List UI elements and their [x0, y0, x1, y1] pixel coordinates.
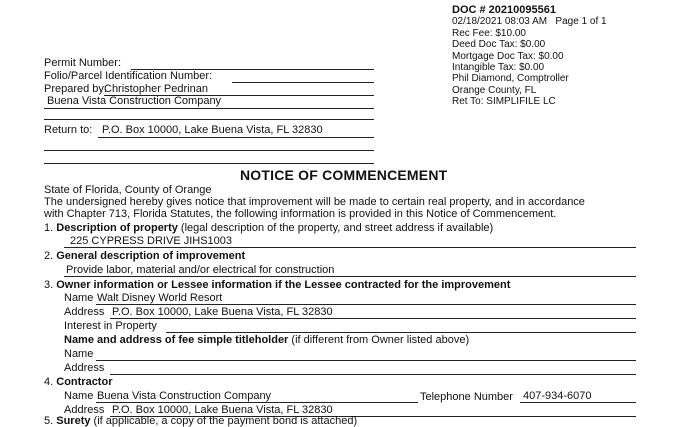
contractor-name-line [96, 402, 418, 403]
section-5-number: 5. [44, 415, 54, 427]
owner-name-value: Walt Disney World Resort [97, 292, 223, 304]
recording-stamp [452, 5, 607, 108]
fee-name-label: Name [64, 348, 94, 360]
section-1-title: Description of property [56, 222, 178, 234]
owner-address-value: P.O. Box 10000, Lake Buena Vista, FL 32830 [112, 306, 333, 318]
return-to-value: P.O. Box 10000, Lake Buena Vista, FL 32830 [102, 124, 323, 136]
section-2-line [64, 276, 636, 277]
blank-line-1 [44, 119, 374, 120]
contractor-name-value: Buena Vista Construction Company [97, 390, 272, 402]
deed-doc-tax: Deed Doc Tax: $0.00 [452, 39, 546, 51]
section-1-note: (legal description of the property, and street address if available) [177, 222, 494, 234]
document-title: NOTICE OF COMMENCEMENT [240, 167, 448, 183]
folio-number-label: Folio/Parcel Identification Number: [44, 70, 213, 82]
contractor-address-value: P.O. Box 10000, Lake Buena Vista, FL 32830 [112, 404, 333, 416]
section-1-number: 1. [44, 222, 54, 234]
section-3-title: Owner information or Lessee information if the Lessee contracted for the improvement [56, 279, 511, 291]
section-1-line [64, 247, 636, 248]
mortgage-doc-tax: Mortgage Doc Tax: $0.00 [452, 50, 564, 62]
section-5-note: (if applicable, a copy of the payment bond is attached) [90, 415, 358, 427]
permit-number-label: Permit Number: [44, 57, 122, 69]
section-3-heading [44, 279, 510, 291]
county: Orange County, FL [452, 84, 537, 96]
page-count: Page 1 of 1 [555, 16, 607, 28]
blank-line-2 [44, 150, 374, 151]
owner-name-line [96, 304, 636, 305]
contractor-name-label: Name [64, 390, 94, 402]
fee-address-line [110, 374, 636, 375]
contractor-address-label: Address [64, 404, 105, 416]
fee-name-line [96, 360, 636, 361]
property-description-value: 225 CYPRESS DRIVE JIHS1003 [70, 235, 233, 247]
fee-address-label: Address [64, 362, 105, 374]
section-4-heading [44, 376, 112, 388]
interest-in-property-line [166, 332, 636, 333]
section-5-title: Surety [56, 415, 91, 427]
contractor-phone-label: Telephone Number [420, 391, 513, 403]
section-4-number: 4. [44, 376, 54, 388]
company-line [44, 108, 374, 109]
section-5-heading [44, 415, 357, 427]
intangible-tax: Intangible Tax: $0.00 [452, 62, 545, 74]
intro-line-2: with Chapter 713, Florida Statutes, the following information is provided in this Notice of Commencement. [44, 208, 557, 220]
section-2-heading [44, 250, 245, 262]
return-to-label: Return to: [44, 124, 93, 136]
improvement-description-value: Provide labor, material and/or electrical for construction [66, 264, 335, 276]
section-1-heading [44, 222, 493, 234]
contractor-phone-value: 407-934-6070 [523, 390, 592, 402]
section-2-title: General description of improvement [56, 250, 246, 262]
owner-address-line [110, 318, 636, 319]
fee-simple-title: Name and address of fee simple titleholder [64, 334, 289, 346]
prepared-by-label: Prepared by: [44, 83, 107, 95]
folio-number-line [232, 82, 374, 83]
section-4-title: Contractor [56, 376, 113, 388]
state-county: State of Florida, County of Orange [44, 184, 212, 196]
prepared-by-value: Christopher Pedrinan [104, 83, 208, 95]
fee-simple-note: (if different from Owner listed above) [288, 334, 470, 346]
return-to-line [98, 137, 374, 138]
comptroller: Phil Diamond, Comptroller [452, 73, 569, 85]
section-2-number: 2. [44, 250, 54, 262]
owner-name-label: Name [64, 292, 94, 304]
intro-line-1: The undersigned hereby gives notice that improvement will be made to certain real property, and in accordance [44, 196, 585, 208]
interest-in-property-label: Interest in Property [64, 320, 157, 332]
blank-line-3 [44, 163, 374, 164]
fee-simple-heading [64, 334, 469, 346]
rec-fee: Rec Fee: $10.00 [452, 27, 526, 39]
intro-block [44, 184, 585, 220]
section-3-number: 3. [44, 279, 54, 291]
owner-address-label: Address [64, 306, 105, 318]
recording-datetime-line [452, 16, 607, 27]
return-to-recorder: Ret To: SIMPLIFILE LC [452, 96, 556, 108]
recording-datetime: 02/18/2021 08:03 AM [452, 16, 548, 28]
company-value: Buena Vista Construction Company [47, 95, 222, 107]
doc-number: DOC # 20210095561 [452, 4, 556, 16]
contractor-phone-line [520, 402, 636, 403]
